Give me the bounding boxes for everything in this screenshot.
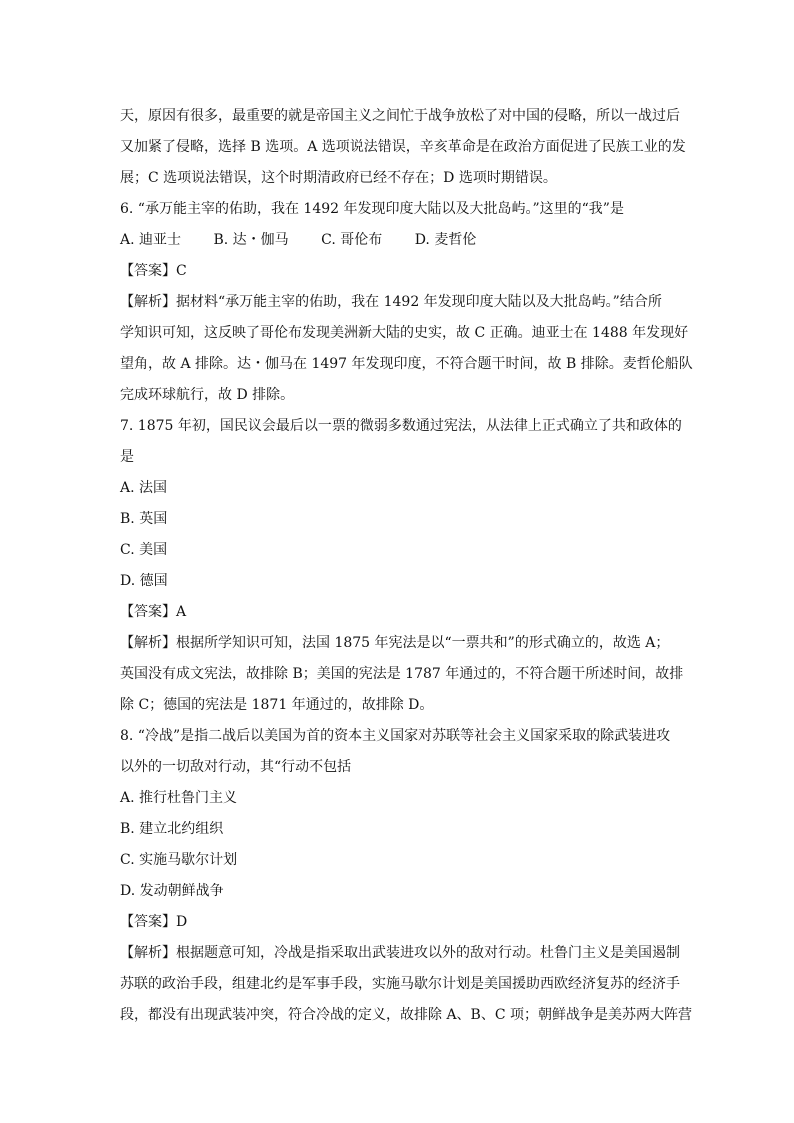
q7-option-b: B. 英国 <box>120 511 168 527</box>
question-7-stem-1: 7. 1875 年初，国民议会最后以一票的微弱多数通过宪法，从法律上正式确立了共和政体的 <box>120 418 682 434</box>
q8-option-c: C. 实施马歇尔计划 <box>120 852 238 868</box>
question-8-analysis-2: 苏联的政治手段，组建北约是军事手段，实施马歇尔计划是美国援助西欧经济复苏的经济手 <box>120 976 680 992</box>
question-8-analysis-1: 【解析】根据题意可知，冷战是指采取出武装进攻以外的敌对行动。杜鲁门主义是美国遏制 <box>120 945 680 961</box>
q7-option-c: C. 美国 <box>120 542 168 558</box>
q8-option-d: D. 发动朝鲜战争 <box>120 883 224 899</box>
text-line-3: 展；C 选项说法错误，这个时期清政府已经不存在；D 选项时期错误。 <box>120 170 557 186</box>
q7-option-d: D. 德国 <box>120 573 168 589</box>
question-8-stem-2: 以外的一切敌对行动，其“行动不包括 <box>120 759 352 775</box>
question-7-stem-2: 是 <box>120 449 134 465</box>
question-7-answer: 【答案】A <box>120 604 187 620</box>
q6-option-a: A. 迪亚士 <box>120 232 182 248</box>
question-6-analysis-4: 完成环球航行，故 D 排除。 <box>120 387 295 403</box>
q8-option-a: A. 推行杜鲁门主义 <box>120 790 238 806</box>
question-8-answer: 【答案】D <box>120 914 188 930</box>
question-8-analysis-3: 段，都没有出现武装冲突，符合冷战的定义，故排除 A、B、C 项；朝鲜战争是美苏两大阵营 <box>120 1007 693 1023</box>
question-7-analysis-1: 【解析】根据所学知识可知，法国 1875 年宪法是以“一票共和”的形式确立的，故选 A； <box>120 635 670 651</box>
question-6-options <box>120 225 680 256</box>
question-6-analysis-3: 望角，故 A 排除。达・伽马在 1497 年发现印度，不符合题干时间，故 B 排除。麦哲伦船队 <box>120 356 693 372</box>
question-7-analysis-3: 除 C；德国的宪法是 1871 年通过的，故排除 D。 <box>120 697 434 713</box>
q7-option-a: A. 法国 <box>120 480 168 496</box>
text-line-1: 天，原因有很多，最重要的就是帝国主义之间忙于战争放松了对中国的侵略，所以一战过后 <box>120 108 680 124</box>
question-6-analysis-2: 学知识可知，这反映了哥伦布发现美洲新大陆的史实，故 C 正确。迪亚士在 1488 年发现好 <box>120 325 689 341</box>
q6-option-c: C. 哥伦布 <box>321 232 383 248</box>
q8-option-b: B. 建立北约组织 <box>120 821 224 837</box>
q6-option-b: B. 达・伽马 <box>213 232 289 248</box>
question-6-stem: 6. “承万能主宰的佑助，我在 1492 年发现印度大陆以及大批岛屿。”这里的“我”是 <box>120 201 624 217</box>
question-6-answer: 【答案】C <box>120 263 187 279</box>
text-line-2: 又加紧了侵略，选择 B 选项。A 选项说法错误，辛亥革命是在政治方面促进了民族工业的发 <box>120 139 686 155</box>
question-6-analysis-1: 【解析】据材料“承万能主宰的佑助，我在 1492 年发现印度大陆以及大批岛屿。”结合所 <box>120 294 662 310</box>
question-7-analysis-2: 英国没有成文宪法，故排除 B；美国的宪法是 1787 年通过的，不符合题干所述时间，故排 <box>120 666 684 682</box>
document-page <box>120 101 693 1031</box>
q6-option-d: D. 麦哲伦 <box>414 232 477 248</box>
question-8-stem-1: 8. “冷战”是指二战后以美国为首的资本主义国家对苏联等社会主义国家采取的除武装进攻 <box>120 728 671 744</box>
